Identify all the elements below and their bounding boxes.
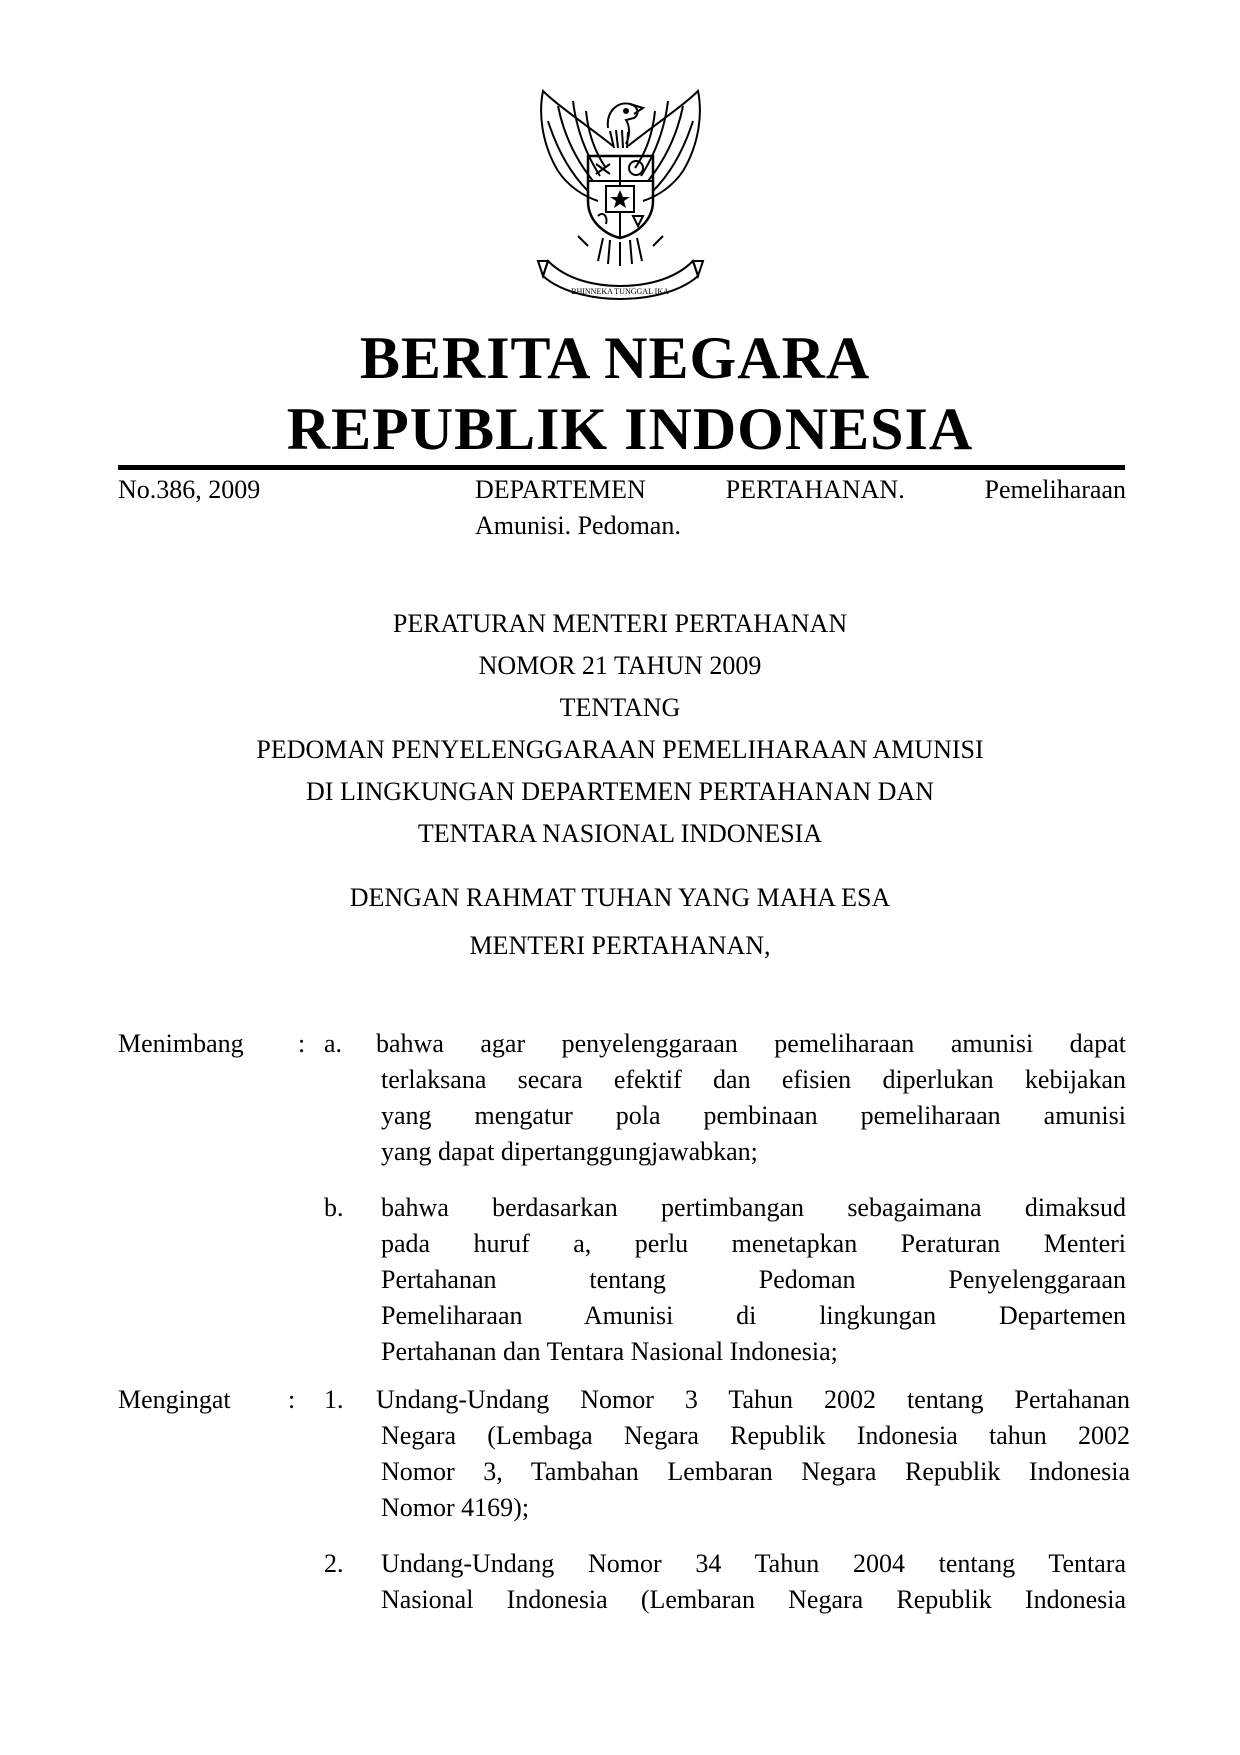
regulation-subject-2: DI LINGKUNGAN DEPARTEMEN PERTAHANAN DAN: [306, 777, 934, 806]
page-subtitle: REPUBLIK INDONESIA: [286, 396, 974, 462]
text-line: bahwa berdasarkan pertimbangan sebagaimana dimaksud: [381, 1193, 1126, 1222]
issue-subject-line2: Amunisi. Pedoman.: [475, 511, 681, 540]
issue-number: No.386, 2009: [118, 475, 261, 504]
mengingat-item-1: [376, 1382, 1130, 1526]
regulation-heading-1: PERATURAN MENTERI PERTAHANAN: [392, 609, 848, 638]
page-title: BERITA NEGARA: [359, 325, 871, 391]
text-line: Pemeliharaan Amunisi di lingkungan Departemen: [381, 1301, 1126, 1330]
regulation-subject-1: PEDOMAN PENYELENGGARAAN PEMELIHARAAN AMUNISI: [256, 735, 984, 764]
text-line: pada huruf a, perlu menetapkan Peraturan Menteri: [381, 1229, 1126, 1258]
text-line: yang mengatur pola pembinaan pemeliharaan amunisi: [381, 1101, 1126, 1130]
mengingat-label: Mengingat: [118, 1385, 231, 1414]
text-line: bahwa agar penyelenggaraan pemeliharaan amunisi dapat: [376, 1029, 1126, 1058]
text-line: Pertahanan tentang Pedoman Penyelenggaraan: [381, 1265, 1126, 1294]
text-line: Undang-Undang Nomor 34 Tahun 2004 tentang Tentara: [381, 1549, 1126, 1578]
regulation-minister: MENTERI PERTAHANAN,: [469, 931, 771, 960]
text-line: terlaksana secara efektif dan efisien diperlukan kebijakan: [381, 1065, 1126, 1094]
regulation-subject-3: TENTARA NASIONAL INDONESIA: [417, 819, 823, 848]
menimbang-item-a: [376, 1026, 1126, 1170]
mengingat-marker-1: 1.: [324, 1385, 344, 1414]
menimbang-marker-b: b.: [324, 1193, 344, 1222]
menimbang-label: Menimbang: [118, 1029, 244, 1058]
garuda-emblem: [518, 86, 723, 301]
menimbang-item-b: [381, 1190, 1126, 1370]
text-line: Nomor 3, Tambahan Lembaran Negara Republik Indonesia: [381, 1457, 1130, 1486]
text-line: Nomor 4169);: [381, 1493, 530, 1522]
emblem-motto: BHINNEKA TUNGGAL IKA: [571, 287, 669, 296]
menimbang-marker-a: a.: [324, 1029, 343, 1058]
mengingat-marker-2: 2.: [324, 1549, 344, 1578]
regulation-tentang: TENTANG: [559, 693, 681, 722]
mengingat-item-2: [381, 1546, 1126, 1618]
text-line: Undang-Undang Nomor 3 Tahun 2002 tentang Pertahanan: [376, 1385, 1130, 1414]
menimbang-colon: :: [298, 1029, 306, 1058]
text-line: yang dapat dipertanggungjawabkan;: [381, 1137, 758, 1166]
mengingat-colon: :: [288, 1385, 296, 1414]
text-line: Nasional Indonesia (Lembaran Negara Republik Indonesia: [381, 1585, 1126, 1614]
text-line: Negara (Lembaga Negara Republik Indonesia tahun 2002: [381, 1421, 1130, 1450]
text-line: Pertahanan dan Tentara Nasional Indonesia;: [381, 1337, 838, 1366]
header-rule: [118, 465, 1125, 470]
issue-subject-line1: DEPARTEMEN PERTAHANAN. Pemeliharaan: [475, 475, 1126, 504]
regulation-number: NOMOR 21 TAHUN 2009: [478, 651, 762, 680]
regulation-invocation: DENGAN RAHMAT TUHAN YANG MAHA ESA: [349, 883, 891, 912]
